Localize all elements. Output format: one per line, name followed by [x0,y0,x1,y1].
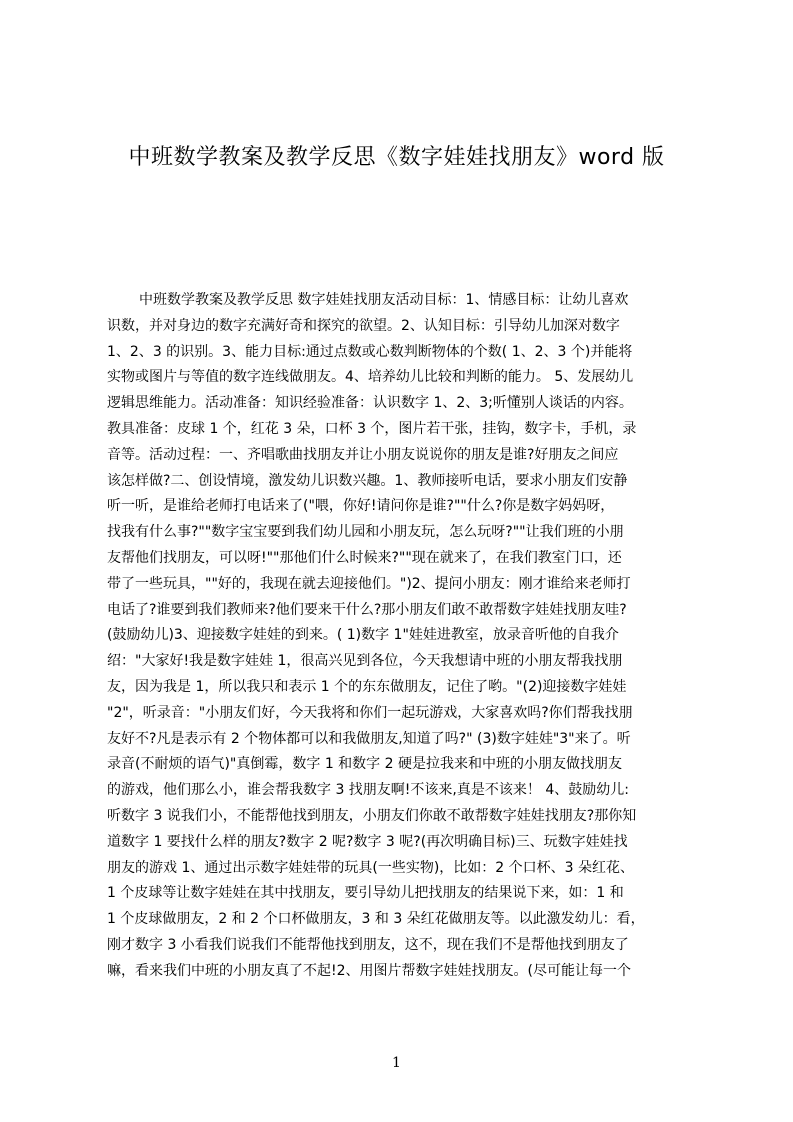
body-line: 实物或图片与等值的数字连线做朋友。4、培养幼儿比较和判断的能力。 5、发展幼儿 [107,369,634,386]
body-line: 友帮他们找朋友，可以呀!""那他们什么时候来?""现在就来了，在我们教室门口，还 [107,549,622,566]
body-line: "2"，听录音："小朋友们好，今天我将和你们一起玩游戏，大家喜欢吗?你们帮我找朋 [107,704,633,721]
body-line: (鼓励幼儿)3、迎接数字娃娃的到来。( 1)数字 1"娃娃进教室，放录音听他的自我介 [107,627,619,644]
body-line: 道数字 1 要找什么样的朋友?数字 2 呢?数字 3 呢?(再次明确目标)三、玩数字娃娃找 [107,833,628,850]
body-line: 的游戏，他们那么小，谁会帮我数字 3 找朋友啊!不该来,真是不该来！ 4、鼓励幼儿: [107,782,629,799]
body-line: 绍："大家好!我是数字娃娃 1，很高兴见到各位，今天我想请中班的小朋友帮我找朋 [107,653,623,670]
body-line: 友，因为我是 1，所以我只和表示 1 个的东东做朋友，记住了哟。"(2)迎接数字娃娃 [107,678,627,695]
document-title: 中班数学教案及教学反思《数字娃娃找朋友》word 版 [128,145,665,170]
body-line: 1 个皮球做朋友，2 和 2 个口杯做朋友，3 和 3 朵红花做朋友等。以此激发幼儿：看， [107,911,645,928]
body-line: 友好不?凡是表示有 2 个物体都可以和我做朋友,知道了吗?" (3)数字娃娃"3"来了。听 [107,730,631,747]
body-line: 带了一些玩具，""好的，我现在就去迎接他们。")2、提问小朋友：刚才谁给来老师打 [107,575,631,592]
body-line: 找我有什么事?""数字宝宝要到我们幼儿园和小朋友玩，怎么玩呀?""让我们班的小朋 [107,524,624,541]
body-line: 识数，并对身边的数字充满好奇和探究的欲望。2、认知目标：引导幼儿加深对数字 [107,317,620,334]
body-line: 该怎样做?二、创设情境，激发幼儿识数兴趣。1、教师接听电话，要求小朋友们安静 [107,472,628,489]
document-body [107,288,698,1018]
body-line: 电话了?谁要到我们教师来?他们要来干什么?那小朋友们敢不敢帮数字娃娃找朋友哇? [107,601,627,618]
body-line: 录音(不耐烦的语气)"真倒霉，数字 1 和数字 2 硬是拉我来和中班的小朋友做找朋友 [107,756,622,773]
body-line: 1 个皮球等让数字娃娃在其中找朋友，要引导幼儿把找朋友的结果说下来，如：1 和 [107,885,624,902]
body-line: 1、2、3 的识别。3、能力目标:通过点数或心数判断物体的个数( 1、2、3 个)并能将 [107,343,633,360]
body-line: 教具准备：皮球 1 个，红花 3 朵，口杯 3 个，图片若干张，挂钩，数字卡，手机，录 [107,420,637,437]
body-line: 嘛，看来我们中班的小朋友真了不起!2、用图片帮数字娃娃找朋友。(尽可能让每一个 [107,962,631,979]
body-line: 听一听，是谁给老师打电话来了("喂，你好!请问你是谁?""什么?你是数字妈妈呀， [107,498,615,515]
body-line: 逻辑思维能力。活动准备：知识经验准备：认识数字 1、2、3;听懂别人谈话的内容。 [107,395,633,412]
page-number: 1 [392,1055,401,1071]
body-line: 朋友的游戏 1、通过出示数字娃娃带的玩具(一些实物)，比如：2 个口杯、3 朵红花、 [107,859,634,876]
body-line: 中班数学教案及教学反思 数字娃娃找朋友活动目标：1、情感目标：让幼儿喜欢 [139,292,629,308]
body-line: 音等。活动过程：一、齐唱歌曲找朋友并让小朋友说说你的朋友是谁?好朋友之间应 [107,446,619,463]
body-line: 听数字 3 说我们小，不能帮他找到朋友，小朋友们你敢不敢帮数字娃娃找朋友?那你知 [107,807,637,824]
body-line: 刚才数字 3 小看我们说我们不能帮他找到朋友，这不，现在我们不是帮他找到朋友了 [107,936,629,953]
